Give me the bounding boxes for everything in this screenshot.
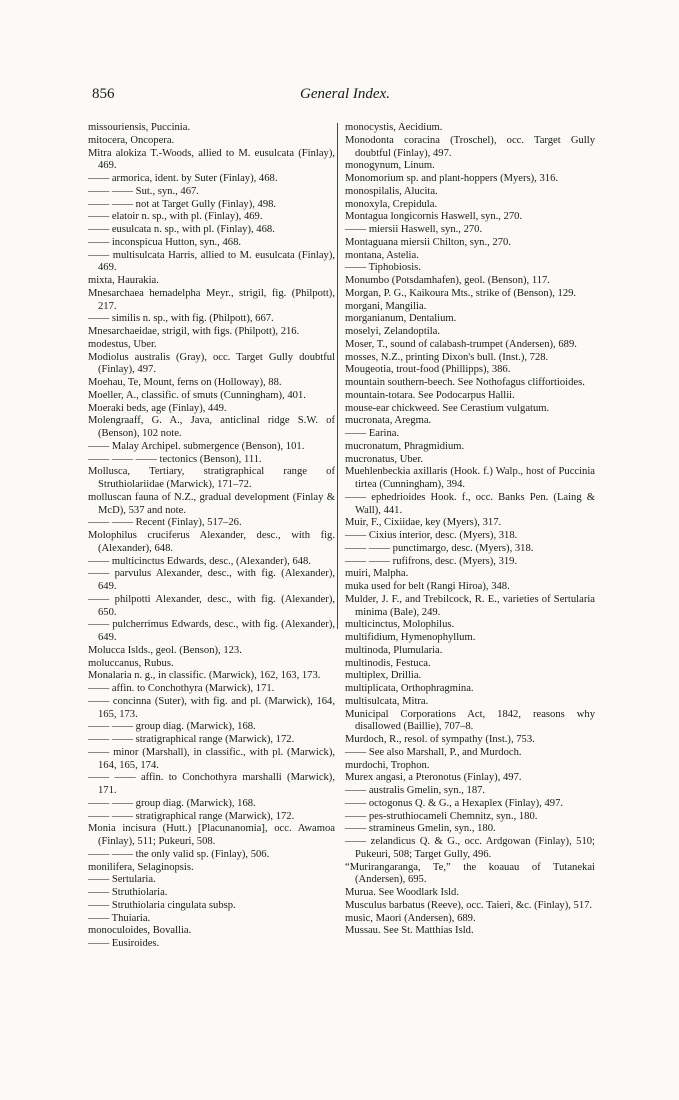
index-entry: mucronata, Aregma. xyxy=(345,415,432,427)
index-entry: —— elatoir n. sp., with pl. (Finlay), 469. xyxy=(88,211,263,223)
index-entry: Monia incisura (Hutt.) [Placunanomia], occ. Awamoa (Finlay), 511; Pukeuri, 508. xyxy=(88,823,335,847)
column-divider xyxy=(337,123,338,629)
index-entry: morganianum, Dentalium. xyxy=(345,313,457,325)
index-entry: Monodonta coracina (Troschel), occ. Target Gully doubtful (Finlay), 497. xyxy=(345,134,595,159)
right-column xyxy=(345,122,595,938)
index-entry: Municipal Corporations Act, 1842, reasons why disallowed (Baillie), 707–8. xyxy=(345,708,595,733)
index-entry: —— —— not at Target Gully (Finlay), 498. xyxy=(88,198,277,210)
index-entry: moluccanus, Rubus. xyxy=(88,657,174,669)
index-entry: —— Tiphobiosis. xyxy=(345,262,421,274)
index-entry: —— Sertularia. xyxy=(88,874,156,886)
index-entry: —— —— —— tectonics (Benson), 111. xyxy=(88,453,262,465)
index-entry: muka used for belt (Rangi Hiroa), 348. xyxy=(345,581,510,592)
index-entry: Murex angasi, a Pteronotus (Finlay), 497. xyxy=(345,772,522,784)
index-entry: —— See also Marshall, P., and Murdoch. xyxy=(345,746,522,758)
index-entry: Moeraki beds, age (Finlay), 449. xyxy=(88,402,227,414)
index-entry: molluscan fauna of N.Z., gradual development (Finlay & McD), 537 and note. xyxy=(88,491,335,516)
index-entry: —— stramineus Gmelin, syn., 180. xyxy=(345,823,496,835)
index-entry: music, Maori (Andersen), 689. xyxy=(345,912,476,924)
index-entry: —— affin. to Conchothyra (Marwick), 171. xyxy=(88,683,275,694)
index-entry: multiplicata, Orthophragmina. xyxy=(345,683,474,694)
index-entry: Modiolus australis (Gray), occ. Target Gully doubtful (Finlay), 497. xyxy=(88,351,335,376)
index-entry: Montaguana miersii Chilton, syn., 270. xyxy=(345,236,511,248)
index-entry: monospilalis, Alucita. xyxy=(345,185,438,197)
index-entry: “Murirangaranga, Te,” the koauau of Tutanekai (Andersen), 695. xyxy=(345,861,595,886)
index-entry: —— ephedrioides Hook. f., occ. Banks Pen. (Laing & Wall), 441. xyxy=(345,491,595,516)
index-entry: monocystis, Aecidium. xyxy=(345,122,443,133)
index-entry: murdochi, Trophon. xyxy=(345,759,430,771)
index-entry: —— armorica, ident. by Suter (Finlay), 468. xyxy=(88,173,278,184)
index-entry: muiri, Malpha. xyxy=(345,568,409,580)
index-entry: —— concinna (Suter), with fig. and pl. (Marwick), 164, 165, 173. xyxy=(88,695,335,720)
index-entry: —— Struthiolaria. xyxy=(88,887,168,898)
index-entry: —— pes-struthiocameli Chemnitz, syn., 180. xyxy=(345,810,538,822)
index-entry: —— —— the only valid sp. (Finlay), 506. xyxy=(88,848,270,860)
index-entry: —— —— stratigraphical range (Marwick), 172. xyxy=(88,810,295,822)
index-entry: Montagua longicornis Haswell, syn., 270. xyxy=(345,211,523,223)
index-entry: —— parvulus Alexander, desc., with fig. (Alexander), 649. xyxy=(88,568,335,592)
index-entry: Murdoch, R., resol. of sympathy (Inst.), 753. xyxy=(345,734,535,745)
index-entry: —— minor (Marshall), in classific., with pl. (Marwick), 164, 165, 174. xyxy=(88,746,335,771)
index-entry: moselyi, Zelandoptila. xyxy=(345,326,441,337)
index-entry: Moser, T., sound of calabash-trumpet (Andersen), 689. xyxy=(345,338,577,350)
index-entry: —— similis n. sp., with fig. (Philpott), 667. xyxy=(88,313,274,325)
index-entry: —— octogonus Q. & G., a Hexaplex (Finlay), 497. xyxy=(345,797,564,809)
index-entry: missouriensis, Puccinia. xyxy=(88,122,191,133)
index-entry: Monomorium sp. and plant-hoppers (Myers), 316. xyxy=(345,173,559,184)
index-entry: —— miersii Haswell, syn., 270. xyxy=(345,224,483,235)
index-entry: —— Cixius interior, desc. (Myers), 318. xyxy=(345,530,518,541)
index-entry: multiplex, Drillia. xyxy=(345,670,422,682)
index-entry: Molengraaff, G. A., Java, anticlinal ridge S.W. of (Benson), 102 note. xyxy=(88,415,335,439)
index-entry: mucronatum, Phragmidium. xyxy=(345,440,465,452)
index-entry: —— —— affin. to Conchothyra marshalli (Marwick), 171. xyxy=(88,772,335,796)
index-entry: Mussau. See St. Matthias Isld. xyxy=(345,925,474,937)
index-entry: —— zelandicus Q. & G., occ. Ardgowan (Finlay), 510; Pukeuri, 508; Target Gully, 496. xyxy=(345,836,595,860)
index-entry: —— —— rufifrons, desc. (Myers), 319. xyxy=(345,555,518,567)
index-entry: monoxyla, Crepidula. xyxy=(345,198,438,210)
index-entry: modestus, Uber. xyxy=(88,338,157,350)
index-entry: —— —— Recent (Finlay), 517–26. xyxy=(88,517,242,529)
index-entry: —— pulcherrimus Edwards, desc., with fig. (Alexander), 649. xyxy=(88,619,335,643)
page-number: 856 xyxy=(92,86,115,102)
index-entry: —— —— group diag. (Marwick), 168. xyxy=(88,721,256,733)
index-entry: morgani, Mangilia. xyxy=(345,300,427,312)
left-column xyxy=(88,122,335,951)
index-entry: —— —— stratigraphical range (Marwick), 172. xyxy=(88,734,295,745)
index-entry: —— multisulcata Harris, allied to M. eusulcata (Finlay), 469. xyxy=(88,249,335,274)
index-entry: —— eusulcata n. sp., with pl. (Finlay), 468. xyxy=(88,224,275,235)
index-entry: Muir, F., Cixiidae, key (Myers), 317. xyxy=(345,517,502,529)
running-title: General Index. xyxy=(300,86,390,102)
index-entry: Muehlenbeckia axillaris (Hook. f.) Walp., host of Puccinia tirtea (Cunningham), 394. xyxy=(345,466,595,490)
index-entry: Monalaria n. g., in classific. (Marwick), 162, 163, 173. xyxy=(88,670,321,682)
index-entry: montana, Astelia. xyxy=(345,249,419,261)
index-entry: Mitra alokiza T.-Woods, allied to M. eusulcata (Finlay), 469. xyxy=(88,147,335,172)
index-entry: —— —— group diag. (Marwick), 168. xyxy=(88,797,256,809)
index-entry: Mnesarchaea hemadelpha Meyr., strigil, fig. (Philpott), 217. xyxy=(88,287,335,312)
index-entry: Moeller, A., classific. of smuts (Cunningham), 401. xyxy=(88,389,306,401)
index-entry: multinodis, Festuca. xyxy=(345,657,431,669)
index-entry: Musculus barbatus (Reeve), occ. Taieri, &c. (Finlay), 517. xyxy=(345,899,593,911)
index-entry: mucronatus, Uber. xyxy=(345,453,423,465)
index-entry: multicinctus, Molophilus. xyxy=(345,619,455,631)
index-entry: —— Eusiroides. xyxy=(88,938,160,949)
index-entry: monoculoides, Bovallia. xyxy=(88,925,192,937)
index-entry: Monumbo (Potsdamhafen), geol. (Benson), 117. xyxy=(345,275,550,286)
index-entry: —— philpotti Alexander, desc., with fig. (Alexander), 650. xyxy=(88,593,335,618)
index-entry: Mulder, J. F., and Trebilcock, R. E., varieties of Sertularia minima (Bale), 249. xyxy=(345,593,595,618)
index-entry: mosses, N.Z., printing Dixon's bull. (Inst.), 728. xyxy=(345,351,549,363)
index-entry: Mollusca, Tertiary, stratigraphical range of Struthiolariidae (Marwick), 171–72. xyxy=(88,466,335,490)
index-entry: mixta, Haurakia. xyxy=(88,275,159,286)
page-header xyxy=(0,86,679,106)
index-entry: Mnesarchaeidae, strigil, with figs. (Philpott), 216. xyxy=(88,326,300,337)
index-entry: Molophilus cruciferus Alexander, desc., with fig. (Alexander), 648. xyxy=(88,530,335,554)
index-entry: mountain-totara. See Podocarpus Hallii. xyxy=(345,389,515,401)
index-entry: —— —— Sut., syn., 467. xyxy=(88,185,199,197)
index-entry: mountain southern-beech. See Nothofagus cliffortioides. xyxy=(345,377,585,388)
index-entry: multinoda, Plumularia. xyxy=(345,644,443,656)
index-entry: —— Malay Archipel. submergence (Benson), 101. xyxy=(88,440,305,452)
index-entry: Morgan, P. G., Kaikoura Mts., strike of (Benson), 129. xyxy=(345,287,577,299)
index-entry: Moehau, Te, Mount, ferns on (Holloway), 88. xyxy=(88,377,282,388)
index-entry: —— multicinctus Edwards, desc., (Alexander), 648. xyxy=(88,555,312,567)
index-entry: monilifera, Selaginopsis. xyxy=(88,861,194,873)
index-entry: —— Thuiaria. xyxy=(88,912,151,924)
index-entry: —— Struthiolaria cingulata subsp. xyxy=(88,899,236,911)
index-entry: Murua. See Woodlark Isld. xyxy=(345,887,459,898)
index-entry: mitocera, Oncopera. xyxy=(88,134,175,146)
index-entry: —— Earina. xyxy=(345,428,400,439)
index-entry: monogynum, Linum. xyxy=(345,160,435,172)
index-entry: —— —— punctimargo, desc. (Myers), 318. xyxy=(345,542,534,554)
index-entry: Molucca Islds., geol. (Benson), 123. xyxy=(88,644,242,656)
index-entry: Mougeotia, trout-food (Phillipps), 386. xyxy=(345,364,511,376)
index-entry: mouse-ear chickweed. See Cerastium vulgatum. xyxy=(345,402,550,414)
index-entry: —— australis Gmelin, syn., 187. xyxy=(345,785,486,796)
index-entry: —— inconspicua Hutton, syn., 468. xyxy=(88,236,242,248)
index-entry: multifidium, Hymenophyllum. xyxy=(345,632,476,643)
index-entry: multisulcata, Mitra. xyxy=(345,695,429,707)
